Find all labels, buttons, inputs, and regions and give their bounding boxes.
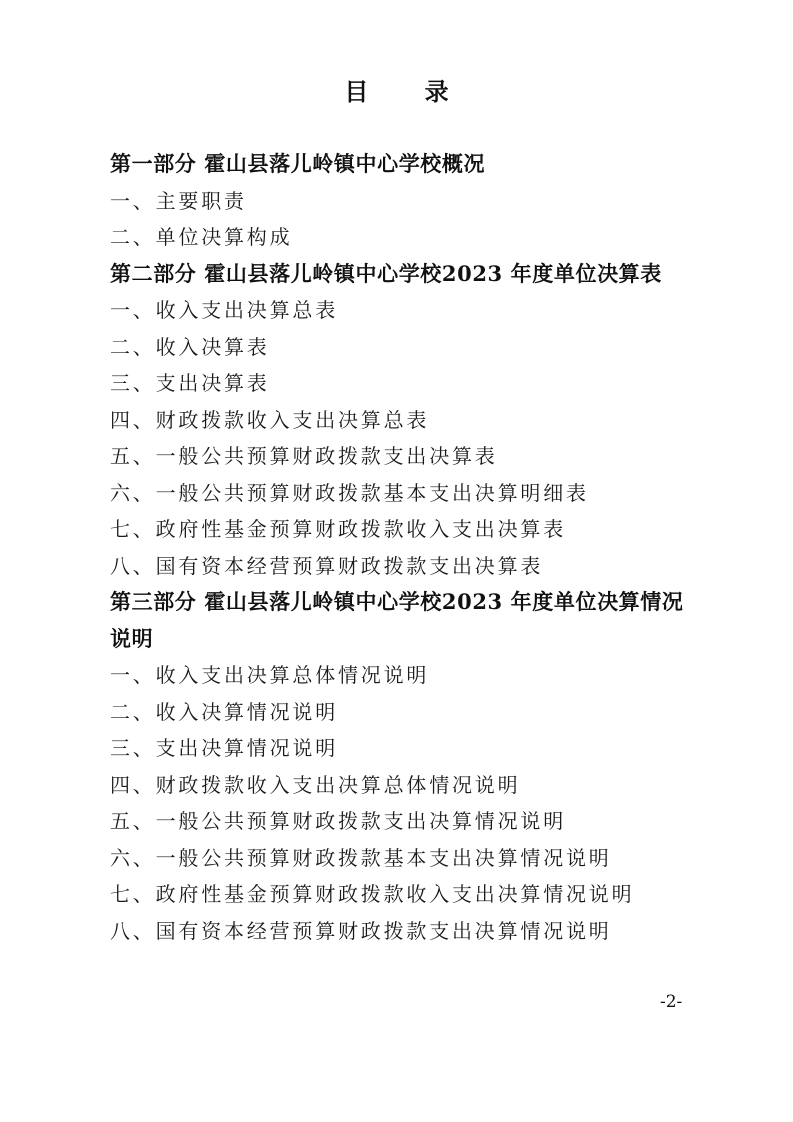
toc-entry: 一、收入支出决算总表: [110, 298, 338, 322]
toc-part-2-heading: 第二部分 霍山县落儿岭镇中心学校2023 年度单位决算表: [110, 260, 662, 286]
page-title: 目 录: [344, 77, 473, 106]
toc-entry: 五、一般公共预算财政拨款支出决算情况说明: [110, 809, 566, 833]
toc-entry: 四、财政拨款收入支出决算总表: [110, 407, 430, 432]
toc-entry: 八、国有资本经营预算财政拨款支出决算表: [110, 553, 544, 578]
table-of-contents: [110, 146, 700, 949]
toc-entry: 二、单位决算构成: [110, 225, 293, 249]
toc-entry: 一、收入支出决算总体情况说明: [110, 663, 430, 687]
toc-entry: 四、财政拨款收入支出决算总体情况说明: [110, 772, 521, 797]
toc-entry: 五、一般公共预算财政拨款支出决算表: [110, 444, 498, 468]
toc-entry: 一、主要职责: [110, 188, 247, 213]
toc-entry: 二、收入决算表: [110, 334, 270, 359]
toc-entry: 八、国有资本经营预算财政拨款支出决算情况说明: [110, 918, 612, 943]
toc-entry: 二、收入决算情况说明: [110, 699, 338, 724]
toc-entry: 六、一般公共预算财政拨款基本支出决算情况说明: [110, 845, 612, 870]
toc-entry: 六、一般公共预算财政拨款基本支出决算明细表: [110, 480, 589, 505]
toc-entry: 三、支出决算情况说明: [110, 736, 338, 760]
toc-part-1-heading: 第一部分 霍山县落儿岭镇中心学校概况: [110, 151, 486, 176]
page-number: -2-: [660, 992, 683, 1012]
toc-part-3-heading: 第三部分 霍山县落儿岭镇中心学校2023 年度单位决算情况说明: [110, 589, 684, 651]
toc-entry: 七、政府性基金预算财政拨款收入支出决算情况说明: [110, 882, 635, 906]
toc-entry: 三、支出决算表: [110, 371, 270, 395]
toc-entry: 七、政府性基金预算财政拨款收入支出决算表: [110, 517, 566, 541]
